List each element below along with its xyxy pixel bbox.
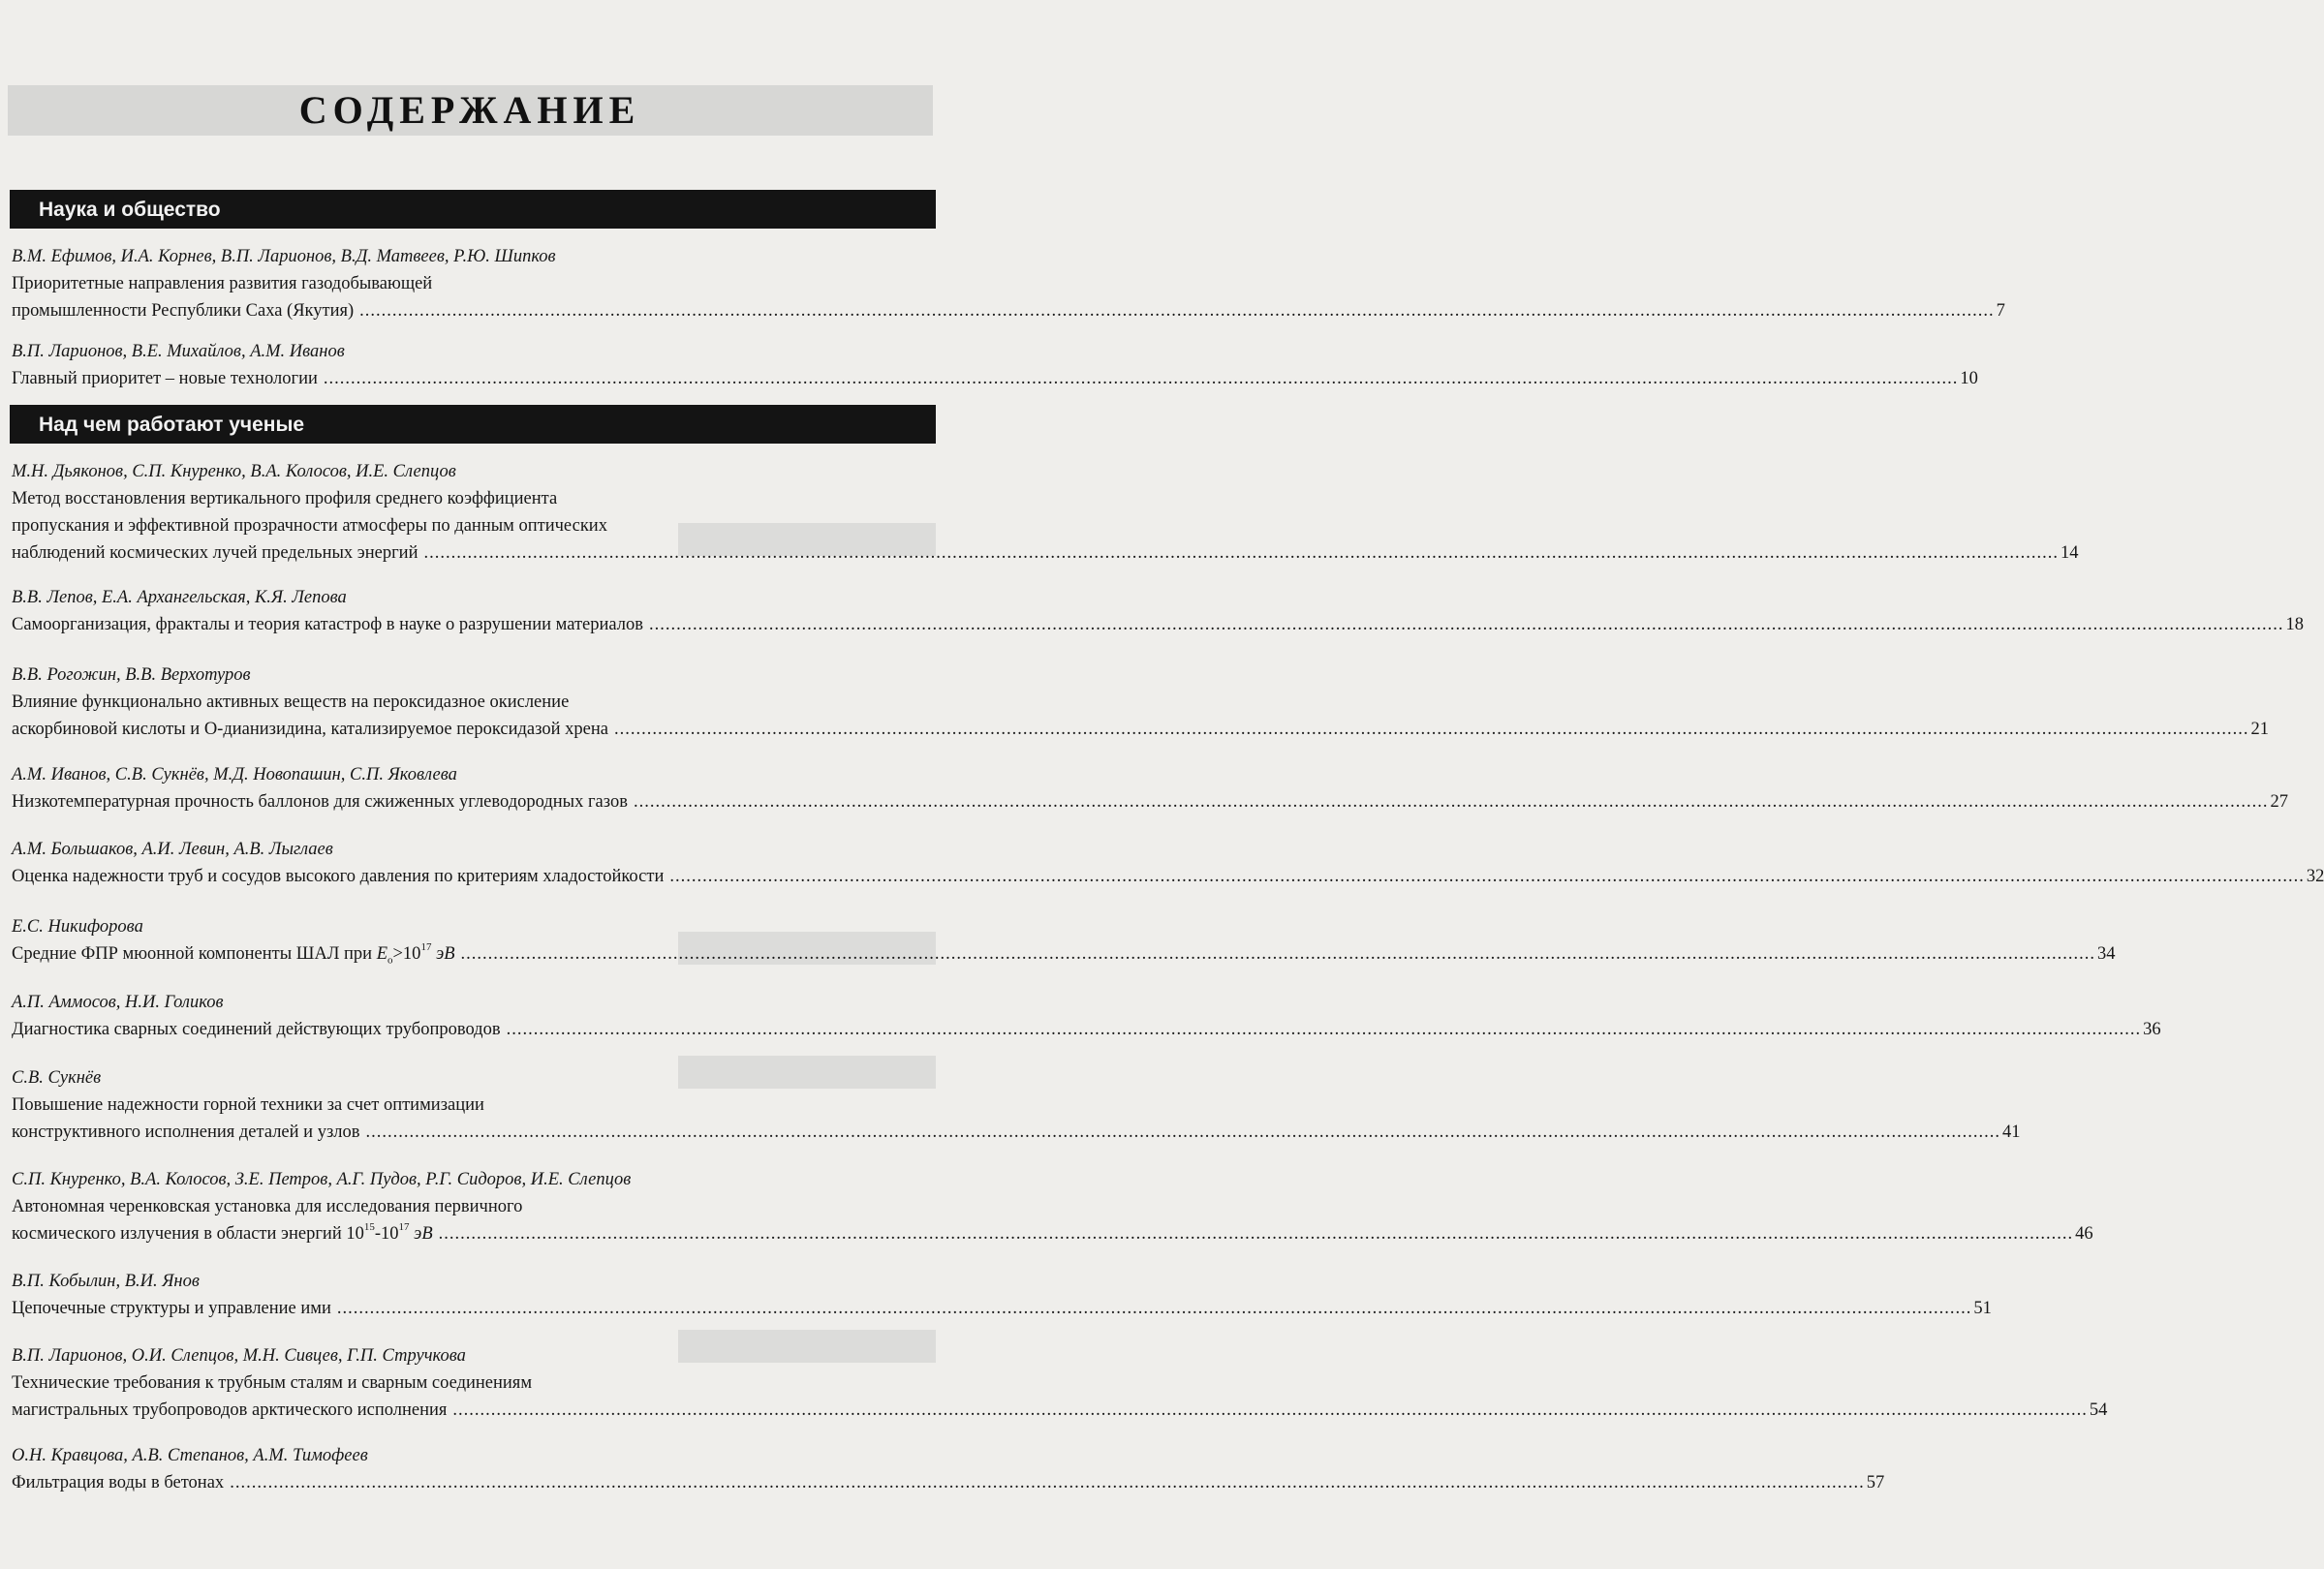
page-number[interactable]: 57 bbox=[1866, 1473, 1885, 1492]
page-number[interactable]: 10 bbox=[1960, 369, 1978, 388]
entry-title-line: Средние ФПР мюонной компоненты ШАЛ при $E_o>10^{17}$ эВ ............................................................................................................................................................................................................................................................................................................ 34 bbox=[12, 941, 2116, 967]
toc-entry[interactable] bbox=[12, 1342, 2108, 1424]
entry-authors: А.М. Большаков, А.И. Левин, А.В. Лыглаев bbox=[12, 840, 333, 859]
entry-title-line: Главный приоритет – новые технологии ............................................................................................................................................................................................................................................................................................................ 10 bbox=[12, 365, 936, 392]
entry-authors: В.П. Ларионов, В.Е. Михайлов, А.М. Иванов bbox=[12, 342, 345, 361]
entry-title-line: Приоритетные направления развития газодобывающей bbox=[12, 274, 433, 293]
entry-title-line: космического излучения в области энергий $10^{15}-10^{17}$ эВ ............................................................................................................................................................................................................................................................................................................ 46 bbox=[12, 1220, 936, 1247]
entry-authors: С.В. Сукнёв bbox=[12, 1068, 102, 1088]
entry-title-line: Автономная черенковская установка для исследования первичного bbox=[12, 1197, 523, 1216]
toc-entry[interactable] bbox=[12, 338, 1978, 392]
toc-entry[interactable] bbox=[12, 913, 2116, 968]
entry-title-line: промышленности Республики Саха (Якутия) ............................................................................................................................................................................................................................................................................................................ 7 bbox=[12, 297, 936, 324]
page-number[interactable]: 7 bbox=[1996, 301, 2005, 321]
entry-authors: Е.С. Никифорова bbox=[12, 917, 143, 937]
page-number[interactable]: 36 bbox=[2143, 1020, 2161, 1039]
toc-entry[interactable] bbox=[12, 1442, 1885, 1496]
page-number[interactable]: 46 bbox=[2075, 1224, 2093, 1244]
dot-leader: ............................................................................................................................................................................................................................................................................................................ bbox=[460, 944, 2096, 964]
toc-entry[interactable] bbox=[12, 989, 2161, 1043]
toc-entry[interactable] bbox=[12, 1268, 1992, 1322]
dot-leader: ............................................................................................................................................................................................................................................................................................................ bbox=[648, 615, 2284, 634]
dot-leader: ............................................................................................................................................................................................................................................................................................................ bbox=[438, 1224, 2074, 1244]
dot-leader: ............................................................................................................................................................................................................................................................................................................ bbox=[336, 1299, 1972, 1318]
section-header-science-society: Наука и общество bbox=[10, 190, 936, 229]
entry-authors: М.Н. Дьяконов, С.П. Кнуренко, В.А. Колосов, И.Е. Слепцов bbox=[12, 462, 456, 481]
dot-leader: ............................................................................................................................................................................................................................................................................................................ bbox=[365, 1123, 2000, 1142]
entry-authors: В.М. Ефимов, И.А. Корнев, В.П. Ларионов, В.Д. Матвеев, Р.Ю. Шипков bbox=[12, 247, 556, 266]
page-number[interactable]: 21 bbox=[2250, 720, 2269, 739]
page-number[interactable]: 34 bbox=[2097, 944, 2116, 964]
toc-entry[interactable] bbox=[12, 761, 2288, 815]
entry-title-line: Оценка надежности труб и сосудов высокого давления по критериям хладостойкости ............................................................................................................................................................................................................................................................................................................ 32 bbox=[12, 863, 936, 890]
entry-authors: В.В. Рогожин, В.В. Верхотуров bbox=[12, 665, 251, 685]
entry-authors: В.П. Ларионов, О.И. Слепцов, М.Н. Сивцев, Г.П. Стручкова bbox=[12, 1346, 466, 1366]
dot-leader: ............................................................................................................................................................................................................................................................................................................ bbox=[359, 301, 1995, 321]
entry-title-line: Диагностика сварных соединений действующих трубопроводов ............................................................................................................................................................................................................................................................................................................ 36 bbox=[12, 1016, 936, 1043]
entry-title-line: Повышение надежности горной техники за счет оптимизации bbox=[12, 1095, 484, 1115]
page-number[interactable]: 18 bbox=[2285, 615, 2304, 634]
dot-leader: ............................................................................................................................................................................................................................................................................................................ bbox=[506, 1020, 2142, 1039]
entry-authors: С.П. Кнуренко, В.А. Колосов, З.Е. Петров, А.Г. Пудов, Р.Г. Сидоров, И.Е. Слепцов bbox=[12, 1170, 632, 1189]
entry-title-line: конструктивного исполнения деталей и узлов ............................................................................................................................................................................................................................................................................................................ 41 bbox=[12, 1119, 936, 1146]
toc-entry[interactable] bbox=[12, 1166, 2093, 1247]
dot-leader: ............................................................................................................................................................................................................................................................................................................ bbox=[423, 543, 2059, 563]
entry-authors: В.П. Кобылин, В.И. Янов bbox=[12, 1272, 200, 1291]
section-header-scientists-work: Над чем работают ученые bbox=[10, 405, 936, 444]
dot-leader: ............................................................................................................................................................................................................................................................................................................ bbox=[230, 1473, 1865, 1492]
entry-title-line: Фильтрация воды в бетонах ............................................................................................................................................................................................................................................................................................................ 57 bbox=[12, 1469, 936, 1496]
entry-title-line: аскорбиновой кислоты и О-дианизидина, катализируемое пероксидазой хрена ............................................................................................................................................................................................................................................................................................................ 21 bbox=[12, 716, 936, 743]
page-number[interactable]: 41 bbox=[2001, 1123, 2021, 1142]
entry-title-line: Влияние функционально активных веществ на пероксидазное окисление bbox=[12, 692, 570, 712]
page-title: СОДЕРЖАНИЕ bbox=[298, 88, 641, 132]
entry-title-line: магистральных трубопроводов арктического исполнения ............................................................................................................................................................................................................................................................................................................ 54 bbox=[12, 1397, 936, 1424]
page-number[interactable]: 51 bbox=[1973, 1299, 1992, 1318]
page-number[interactable]: 54 bbox=[2089, 1400, 2108, 1420]
entry-authors: В.В. Лепов, Е.А. Архангельская, К.Я. Лепова bbox=[12, 588, 347, 607]
toc-entry[interactable] bbox=[12, 243, 2005, 324]
dot-leader: ............................................................................................................................................................................................................................................................................................................ bbox=[452, 1400, 2088, 1420]
page-number[interactable]: 27 bbox=[2270, 792, 2288, 812]
dot-leader: ............................................................................................................................................................................................................................................................................................................ bbox=[613, 720, 2249, 739]
toc-entry[interactable] bbox=[12, 1064, 2021, 1146]
entry-title-line: Цепочечные структуры и управление ими ............................................................................................................................................................................................................................................................................................................ 51 bbox=[12, 1295, 936, 1322]
entry-authors: А.П. Аммосов, Н.И. Голиков bbox=[12, 993, 224, 1012]
toc-entry[interactable] bbox=[12, 584, 2304, 638]
entry-title-line: Технические требования к трубным сталям и сварным соединениям bbox=[12, 1373, 533, 1393]
entry-title-line: Низкотемпературная прочность баллонов для сжиженных углеводородных газов ............................................................................................................................................................................................................................................................................................................ 27 bbox=[12, 788, 936, 815]
entry-authors: О.Н. Кравцова, А.В. Степанов, А.М. Тимофеев bbox=[12, 1446, 368, 1465]
entry-title-line: Метод восстановления вертикального профиля среднего коэффициента bbox=[12, 489, 558, 508]
dot-leader: ............................................................................................................................................................................................................................................................................................................ bbox=[323, 369, 1959, 388]
entry-title-line: Самоорганизация, фракталы и теория катастроф в науке о разрушении материалов ............................................................................................................................................................................................................................................................................................................ 18 bbox=[12, 611, 936, 638]
dot-leader: ............................................................................................................................................................................................................................................................................................................ bbox=[633, 792, 2269, 812]
toc-entry[interactable] bbox=[12, 836, 2324, 890]
toc-entry[interactable] bbox=[12, 661, 2269, 743]
toc-entry[interactable] bbox=[12, 458, 2079, 567]
page-number[interactable]: 14 bbox=[2060, 543, 2079, 563]
dot-leader: ............................................................................................................................................................................................................................................................................................................ bbox=[669, 867, 2305, 886]
entry-title-line: наблюдений космических лучей предельных энергий ............................................................................................................................................................................................................................................................................................................ 14 bbox=[12, 539, 936, 567]
entry-title-line: пропускания и эффективной прозрачности атмосферы по данным оптических bbox=[12, 516, 607, 536]
entry-authors: А.М. Иванов, С.В. Сукнёв, М.Д. Новопашин, С.П. Яковлева bbox=[12, 765, 457, 784]
page-number[interactable]: 32 bbox=[2306, 867, 2324, 886]
